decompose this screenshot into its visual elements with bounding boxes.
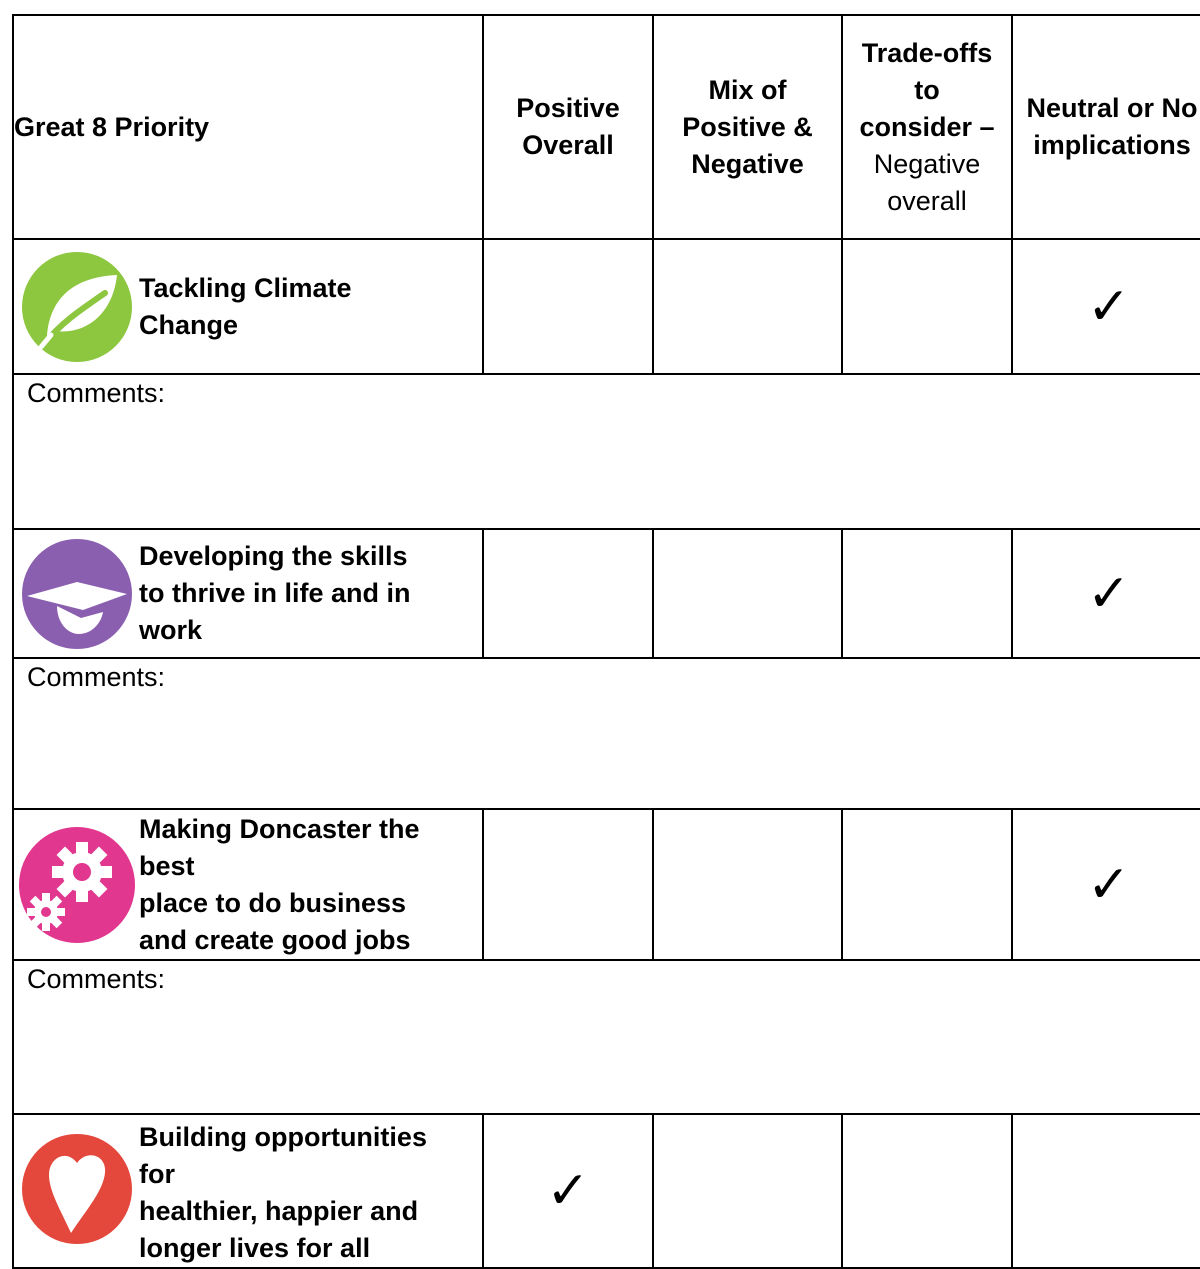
check-mark: ✓ xyxy=(1087,854,1131,915)
priority-label: Building opportunities for healthier, happier and longer lives for all xyxy=(139,1122,427,1263)
priority-cell xyxy=(13,809,483,960)
priority-row xyxy=(13,239,1200,374)
leaf-icon xyxy=(18,251,136,363)
tradeoffs-cell xyxy=(842,809,1012,960)
comments-row xyxy=(13,960,1200,1114)
priority-cell xyxy=(13,1114,483,1268)
heart-icon xyxy=(18,1119,136,1245)
gears-icon xyxy=(18,826,136,944)
positive-cell xyxy=(483,1114,653,1268)
priority-row xyxy=(13,529,1200,658)
positive-cell xyxy=(483,239,653,374)
tradeoffs-cell xyxy=(842,1114,1012,1268)
header-neutral-label: Neutral or No implications xyxy=(1026,93,1198,160)
check-mark: ✓ xyxy=(546,1161,590,1221)
priority-row xyxy=(13,809,1200,960)
positive-cell xyxy=(483,529,653,658)
mix-cell xyxy=(653,529,842,658)
header-priority: Great 8 Priority xyxy=(13,15,483,239)
header-neutral xyxy=(1012,15,1200,239)
graduation-cap-icon xyxy=(18,538,136,650)
header-mix-label: Mix of Positive & Negative xyxy=(682,74,813,179)
mix-cell xyxy=(653,1114,842,1268)
comments-cell: Comments: xyxy=(13,960,1200,1114)
comments-cell: Comments: xyxy=(13,658,1200,809)
priority-label: Developing the skills to thrive in life and in work xyxy=(139,541,411,645)
header-tradeoffs-bold: Trade-offs to consider – xyxy=(859,37,995,142)
tradeoffs-cell xyxy=(842,529,1012,658)
neutral-cell xyxy=(1012,1114,1200,1268)
header-row xyxy=(13,15,1200,239)
header-positive-label: Positive Overall xyxy=(516,93,620,160)
check-mark: ✓ xyxy=(1087,276,1131,337)
neutral-cell xyxy=(1012,529,1200,658)
mix-cell xyxy=(653,239,842,374)
priority-cell xyxy=(13,529,483,658)
mix-cell xyxy=(653,809,842,960)
priority-label: Making Doncaster the best place to do business and create good jobs xyxy=(139,813,420,955)
impact-assessment-table xyxy=(12,14,1200,1269)
comments-row xyxy=(13,658,1200,809)
header-positive xyxy=(483,15,653,239)
comments-row xyxy=(13,374,1200,529)
tradeoffs-cell xyxy=(842,239,1012,374)
priority-label: Tackling Climate Change xyxy=(139,272,352,340)
header-tradeoffs-normal: Negative overall xyxy=(873,148,981,216)
check-mark: ✓ xyxy=(1087,563,1131,624)
header-mix xyxy=(653,15,842,239)
comments-cell: Comments: xyxy=(13,374,1200,529)
priority-cell xyxy=(13,239,483,374)
positive-cell xyxy=(483,809,653,960)
neutral-cell xyxy=(1012,239,1200,374)
header-tradeoffs xyxy=(842,15,1012,239)
priority-row xyxy=(13,1114,1200,1268)
neutral-cell xyxy=(1012,809,1200,960)
